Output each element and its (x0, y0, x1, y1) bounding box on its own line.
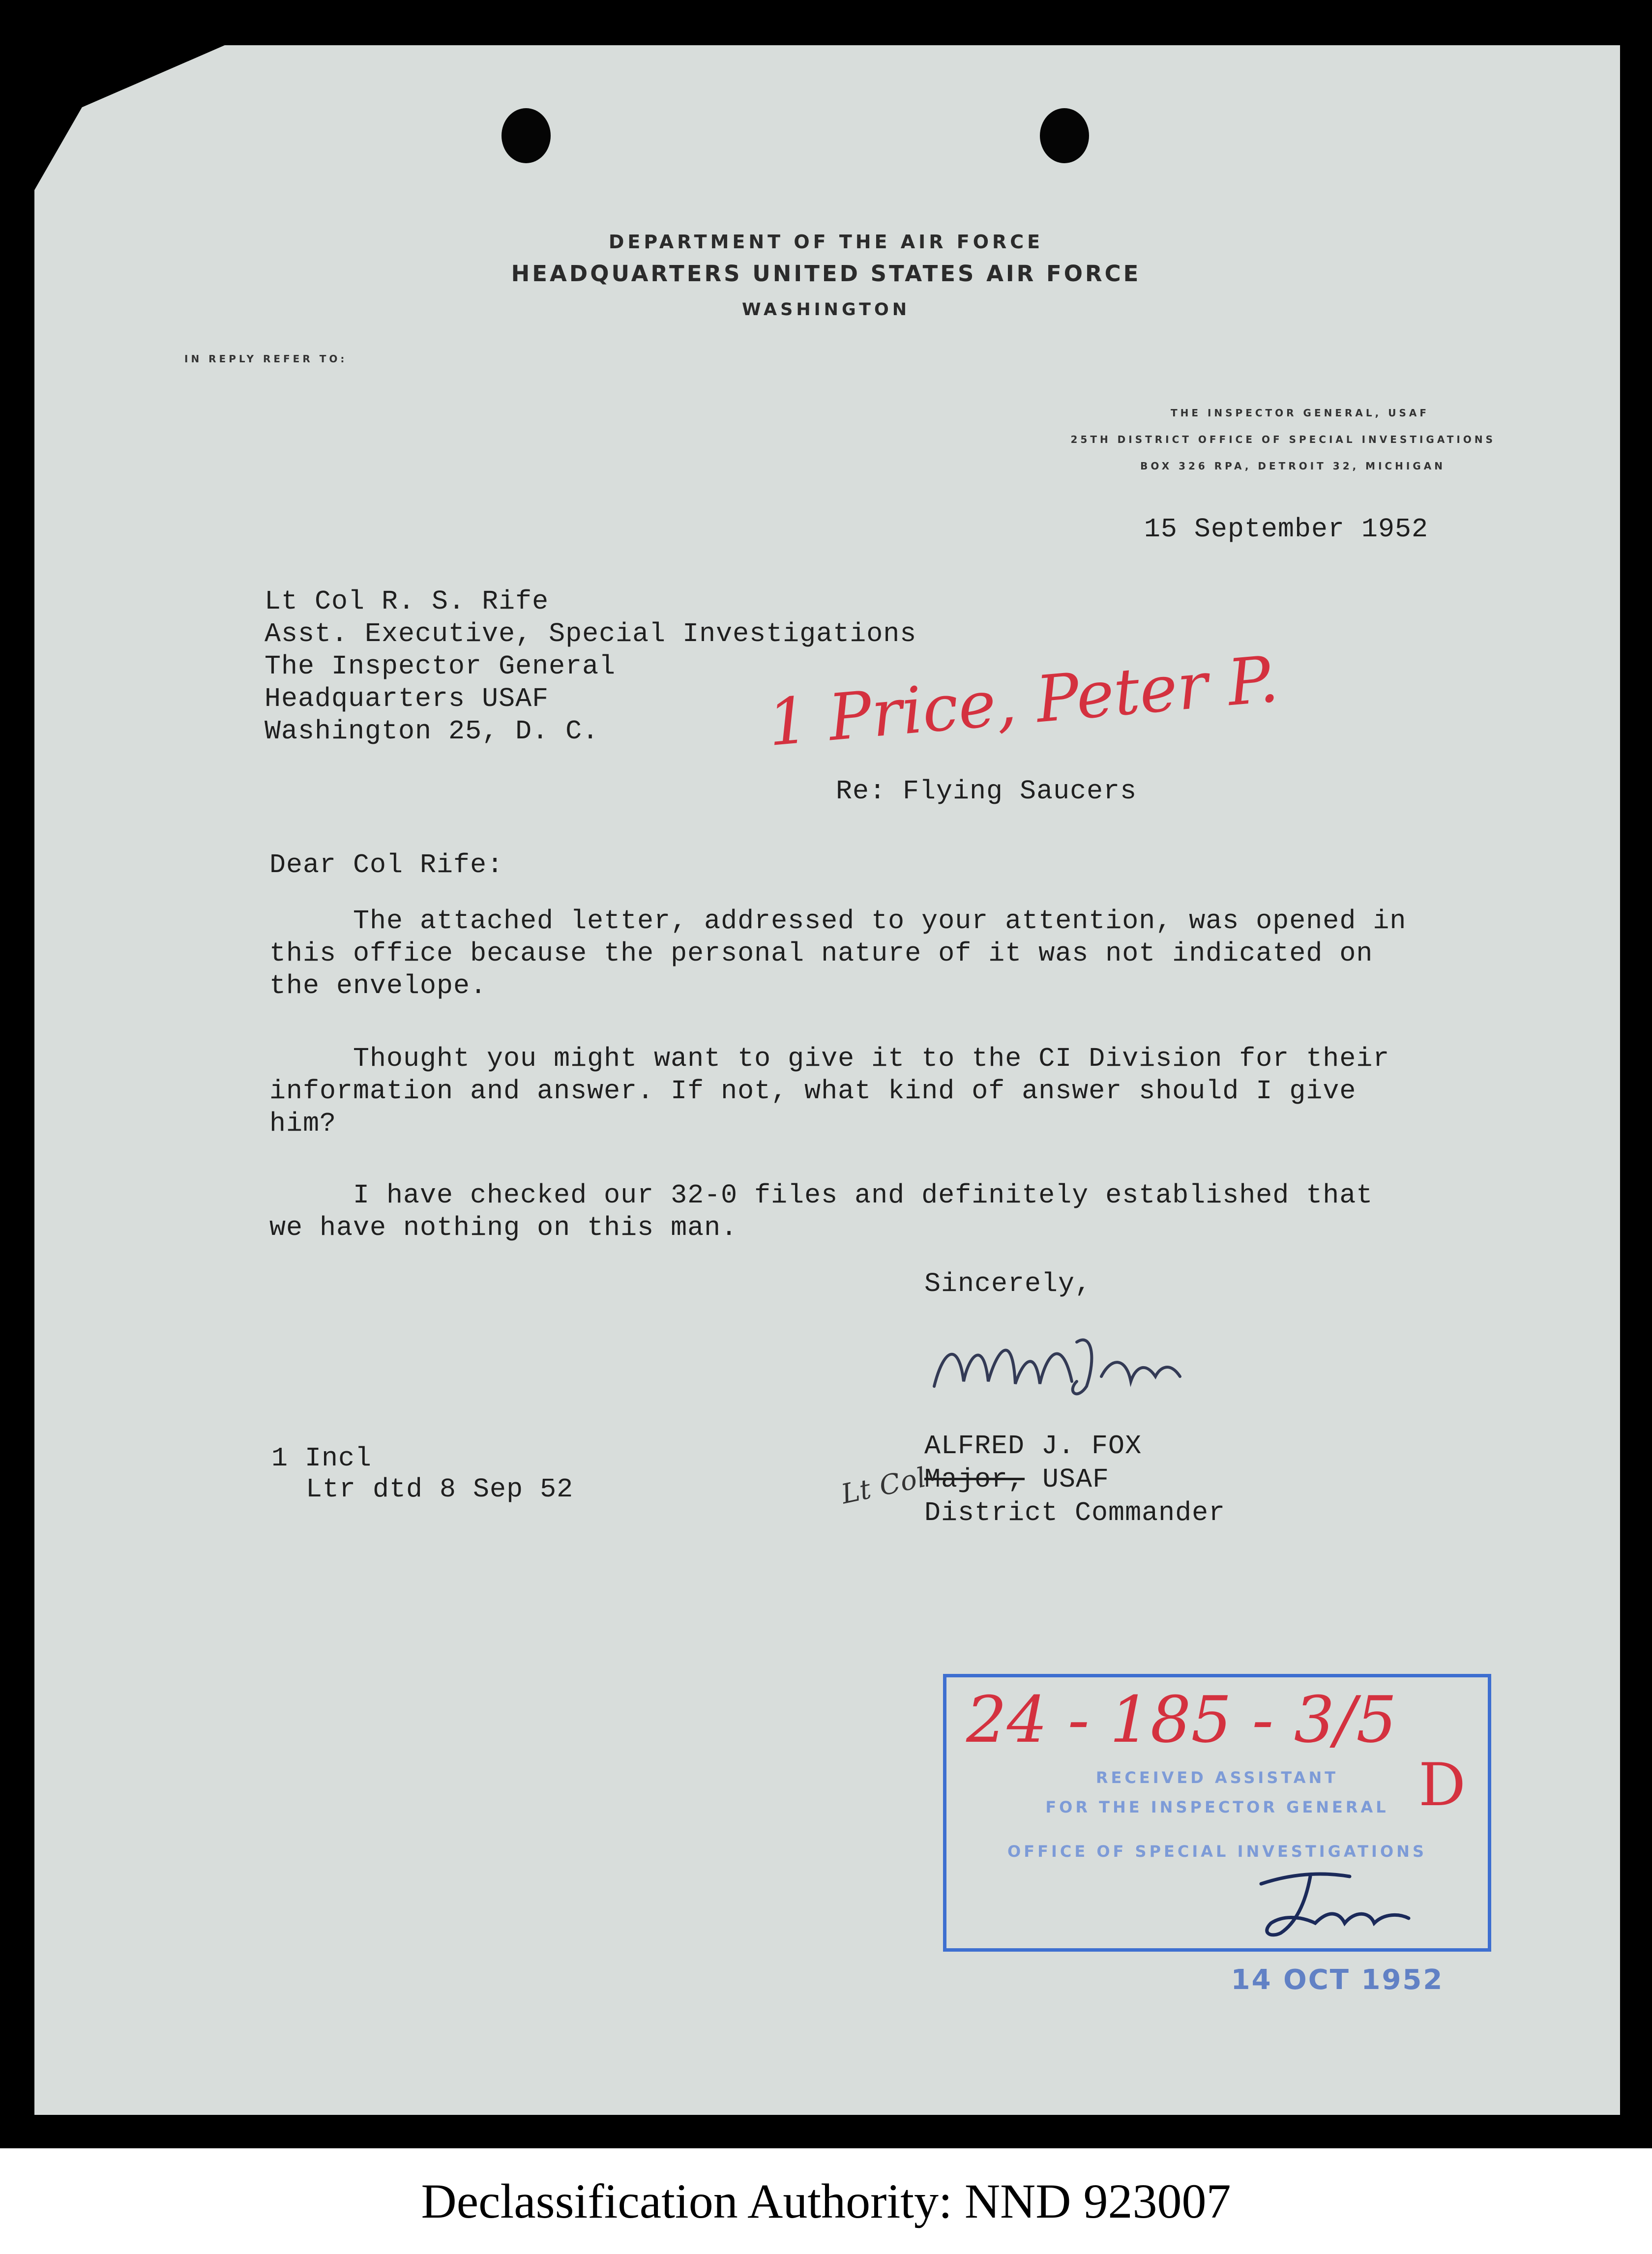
office-line-3: BOX 326 RPA, DETROIT 32, MICHIGAN (1140, 460, 1446, 472)
body-line-2: this office because the personal nature of it was not indicated on (269, 938, 1373, 969)
signer-name: ALFRED J. FOX (924, 1431, 1142, 1462)
enclosure-count: 1 Incl (271, 1443, 372, 1474)
stamp-row-2: FOR THE INSPECTOR GENERAL (1045, 1798, 1389, 1816)
stamp-row-3: OFFICE OF SPECIAL INVESTIGATIONS (1007, 1842, 1427, 1861)
punch-hole-right (1040, 108, 1089, 163)
closing: Sincerely, (924, 1268, 1092, 1299)
body-line-3: the envelope. (269, 970, 487, 1001)
subject-line: Re: Flying Saucers (836, 776, 1137, 807)
addressee-line-5: Washington 25, D. C. (265, 716, 599, 747)
letterhead-line-3: WASHINGTON (742, 300, 910, 320)
handwritten-signature (929, 1327, 1185, 1406)
body-line-6: him? (269, 1108, 337, 1139)
enclosure-description: Ltr dtd 8 Sep 52 (306, 1474, 574, 1505)
body-line-5: information and answer. If not, what kind of answer should I give (269, 1076, 1357, 1107)
signer-service: USAF (1042, 1464, 1110, 1495)
addressee-line-3: The Inspector General (265, 651, 616, 682)
addressee-line-2: Asst. Executive, Special Investigations (265, 618, 917, 649)
office-line-1: THE INSPECTOR GENERAL, USAF (1170, 407, 1429, 419)
signer-title: District Commander (924, 1497, 1226, 1528)
handwritten-name-note: 1 Price, Peter P. (765, 641, 1281, 761)
stamp-date: 14 OCT 1952 (1231, 1964, 1444, 1996)
letterhead-line-2: HEADQUARTERS UNITED STATES AIR FORCE (511, 261, 1141, 287)
body-line-4: Thought you might want to give it to the CI Division for their (353, 1043, 1390, 1074)
stamp-initials (1251, 1864, 1418, 1943)
addressee-line-4: Headquarters USAF (265, 683, 549, 714)
punch-hole-left (502, 108, 551, 163)
stamp-row-1: RECEIVED ASSISTANT (1095, 1768, 1339, 1787)
body-line-1: The attached letter, addressed to your attention, was opened in (353, 906, 1407, 937)
signer-rank-struck: Major, (924, 1464, 1025, 1495)
body-line-7: I have checked our 32-0 files and definitely established that (353, 1180, 1373, 1211)
office-line-2: 25TH DISTRICT OFFICE OF SPECIAL INVESTIGATIONS (1070, 434, 1496, 445)
signer-rank-handwritten: Lt Col (838, 1461, 929, 1510)
reply-refer-label: IN REPLY REFER TO: (184, 353, 348, 365)
body-line-8: we have nothing on this man. (269, 1212, 738, 1243)
stamp-file-number: 24 - 185 - 3/5 (966, 1682, 1397, 1757)
letter-date: 15 September 1952 (1144, 514, 1428, 545)
salutation: Dear Col Rife: (269, 849, 504, 880)
stamp-letter: D (1418, 1751, 1466, 1819)
letterhead-line-1: DEPARTMENT OF THE AIR FORCE (608, 231, 1044, 253)
receipt-stamp (943, 1674, 1491, 1952)
declassification-footer: Declassification Authority: NND 923007 (421, 2174, 1231, 2228)
addressee-line-1: Lt Col R. S. Rife (265, 586, 549, 617)
